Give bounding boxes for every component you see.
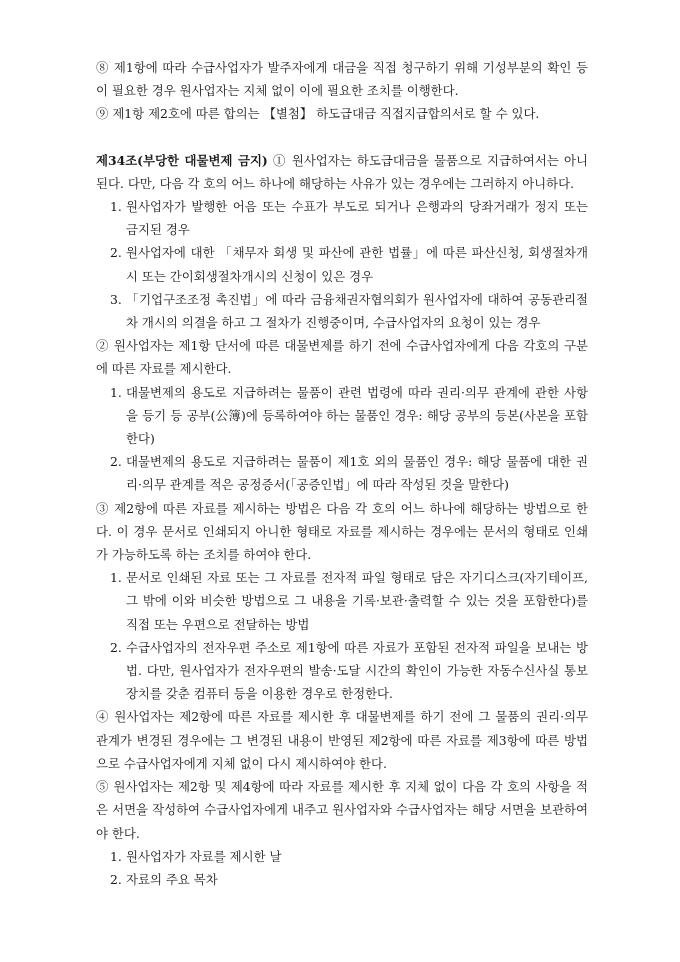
list-item [96,241,588,287]
article-34-paragraph-5: ⑤ 원사업자는 제2항 및 제4항에 따라 자료를 제시한 후 지체 없이 다음 각 호의 사항을 적은 서면을 작성하여 수급사업자에게 내주고 원사업자와 수급사업자는 해당 서면을 보관하여야 한다. [96,779,588,841]
list-item [96,636,588,706]
list-item [96,195,588,241]
item-text: 수급사업자의 전자우편 주소로 제1항에 따른 자료가 포함된 전자적 파일을 보내는 방법. 다만, 원사업자가 전자우편의 발송·도달 시간의 확인이 가능한 자동수신사실 통보장치를 갖춘 컴퓨터 등을 이용한 경우로 한정한다. [126,639,588,702]
item-number: 1. [110,848,122,864]
item-text: 원사업자에 대한 「채무자 회생 및 파산에 관한 법률」에 따른 파산신청, 회생절차개시 또는 간이회생절차개시의 신청이 있은 경우 [126,245,588,284]
spacer [96,126,588,149]
item-number: 2. [110,639,122,655]
item-number: 1. [110,570,122,586]
item-text: 자료의 주요 목차 [126,871,218,887]
paragraph-8: ⑧ 제1항에 따라 수급사업자가 발주자에게 대금을 직접 청구하기 위해 기성부분의 확인 등이 필요한 경우 원사업자는 지체 없이 이에 필요한 조치를 이행한다. [96,60,588,99]
list-item [96,868,588,891]
item-number: 2. [110,245,122,261]
paragraph-1-text: ① 원사업자는 하도급대금을 물품으로 지급하여서는 아니 된다. 다만, 다음 각 호의 어느 하나에 해당하는 사유가 있는 경우에는 그러하지 아니하다. [96,152,588,191]
item-number: 2. [110,871,122,887]
list-item [96,450,588,496]
paragraph-9: ⑨ 제1항 제2호에 따른 합의는 【별첨】 하도급대금 직접지급합의서로 할 수 있다. [96,106,540,122]
item-number: 3. [110,291,122,307]
item-number: 2. [110,454,122,470]
item-number: 1. [110,384,122,400]
list-item [96,381,588,451]
item-text: 원사업자가 자료를 제시한 날 [126,848,282,864]
article-34-paragraph-1 [96,149,588,195]
item-text: 문서로 인쇄된 자료 또는 그 자료를 전자적 파일 형태로 담은 자기디스크(자기테이프, 그 밖에 이와 비슷한 방법으로 그 내용을 기록·보관·출력할 수 있는 것을 포함한다)를 직접 또는 우편으로 전달하는 방법 [126,570,588,632]
item-number: 1. [110,199,122,215]
article-34-paragraph-3: ③ 제2항에 따른 자료를 제시하는 방법은 다음 각 호의 어느 하나에 해당하는 방법으로 한다. 이 경우 문서로 인쇄되지 아니한 형태로 자료를 제시하는 경우에는 문서의 형태로 인쇄가 가능하도록 하는 조치를 하여야 한다. [96,500,588,563]
item-text: 원사업자가 발행한 어음 또는 수표가 부도로 되거나 은행과의 당좌거래가 정지 또는 금지된 경우 [126,199,588,238]
item-text: 대물변제의 용도로 지급하려는 물품이 제1호 외의 물품인 경우: 해당 물품에 대한 권리·의무 관계를 적은 공정증서(「공증인법」에 따라 작성된 것을 말한다) [126,454,588,493]
article-34-paragraph-4: ④ 원사업자는 제2항에 따른 자료를 제시한 후 대물변제를 하기 전에 그 물품의 권리·의무 관계가 변경된 경우에는 그 변경된 내용이 반영된 제2항에 따른 자료를 제3항에 따른 방법으로 수급사업자에게 지체 없이 다시 제시하여야 한다. [96,709,588,771]
list-item [96,845,588,868]
item-text: 대물변제의 용도로 지급하려는 물품이 관련 법령에 따라 권리·의무 관계에 관한 사항을 등기 등 공부(公簿)에 등록하여야 하는 물품인 경우: 해당 공부의 등본(사본을 포함한다) [126,384,588,447]
item-text: 「기업구조조정 촉진법」에 따라 금융채권자협의회가 원사업자에 대하여 공동관리절차 개시의 의결을 하고 그 절차가 진행중이며, 수급사업자의 요청이 있는 경우 [126,291,588,331]
list-item [96,288,588,334]
article-title: 제34조(부당한 대물변제 금지) [96,152,268,168]
article-34-paragraph-2: ② 원사업자는 제1항 단서에 따른 대물변제를 하기 전에 수급사업자에게 다음 각호의 구분에 따른 자료를 제시한다. [96,338,588,377]
list-item [96,566,588,636]
